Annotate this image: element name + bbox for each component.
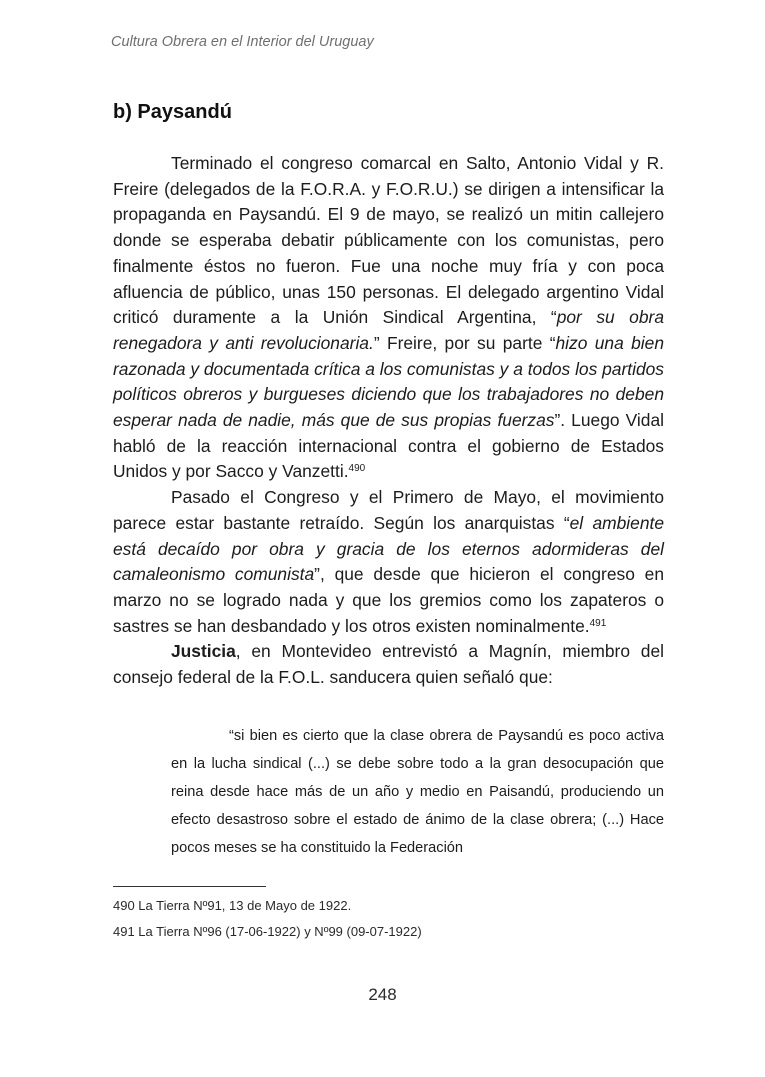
paragraph-3 xyxy=(113,639,664,690)
paragraph-1-quote-2: hizo una bien razonada y documentada crítica a los comunistas y a todos los partidos políticos obreros y burgueses diciendo que los trabajadores no deben esperar nada de nadie, más que de sus propias fuerzas xyxy=(113,332,664,431)
paragraph-1-quote-1: por su obra renegadora y anti revolucionaria. xyxy=(113,307,664,353)
paragraph-3-newspaper: Justicia xyxy=(171,641,236,662)
body-text xyxy=(113,151,664,691)
footnote-ref-491[interactable]: 491 xyxy=(589,617,607,629)
footnote-491: 491 La Tierra Nº96 (17-06-1922) y Nº99 (09-07-1922) xyxy=(113,924,422,939)
paragraph-1-text-3: ”. Luego Vidal habló de la reacción internacional contra el gobierno de Estados Unidos y por Sacco y Vanzetti. xyxy=(113,410,664,482)
paragraph-1-text-2: ” Freire, por su parte “ xyxy=(373,332,556,353)
paragraph-1-text: Terminado el congreso comarcal en Salto, Antonio Vidal y R. Freire (delegados de la F.O.R.A. y F.O.R.U.) se dirigen a intensificar la propaganda en Paysandú. El 9 de mayo, se realizó un mitin callejero donde se esperaba debatir públicamente con los comunistas, pero finalmente éstos no fueron. Fue una noche muy fría y con poca afluencia de público, unas 150 personas. El delegado argentino Vidal criticó duramente a la Unión Sindical Argentina, “ xyxy=(113,153,664,328)
paragraph-2-text-2: ”, que desde que hicieron el congreso en marzo no se logrado nada y que los gremios como los zapateros o sastres se han desbandado y los otros existen nominalmente. xyxy=(113,564,664,636)
block-quote xyxy=(171,722,664,862)
paragraph-1 xyxy=(113,151,664,485)
paragraph-3-text: , en Montevideo entrevistó a Magnín, miembro del consejo federal de la F.O.L. sanducera quien señaló que: xyxy=(113,641,664,688)
footnote-divider xyxy=(113,886,266,887)
block-quote-text: “si bien es cierto que la clase obrera de Paysandú es poco activa en la lucha sindical (...) se debe sobre todo a la gran desocupación que reina desde hace más de un año y medio en Paisandú, produciendo un efecto desastroso sobre el estado de ánimo de la clase obrera; (...) Hace pocos meses se ha constituido la Federación xyxy=(171,728,664,856)
footnotes xyxy=(113,893,422,945)
page-number: 248 xyxy=(368,985,397,1004)
paragraph-2-text: Pasado el Congreso y el Primero de Mayo, el movimiento parece estar bastante retraído. Según los anarquistas “ xyxy=(113,487,664,533)
running-header: Cultura Obrera en el Interior del Uruguay xyxy=(111,34,374,50)
footnote-490: 490 La Tierra Nº91, 13 de Mayo de 1922. xyxy=(113,898,352,913)
paragraph-2-quote: el ambiente está decaído por obra y gracia de los eternos adormideras del camaleonismo comunista xyxy=(113,512,664,585)
paragraph-2 xyxy=(113,485,664,639)
section-title: b) Paysandú xyxy=(113,101,232,123)
footnote-ref-490[interactable]: 490 xyxy=(348,463,366,475)
